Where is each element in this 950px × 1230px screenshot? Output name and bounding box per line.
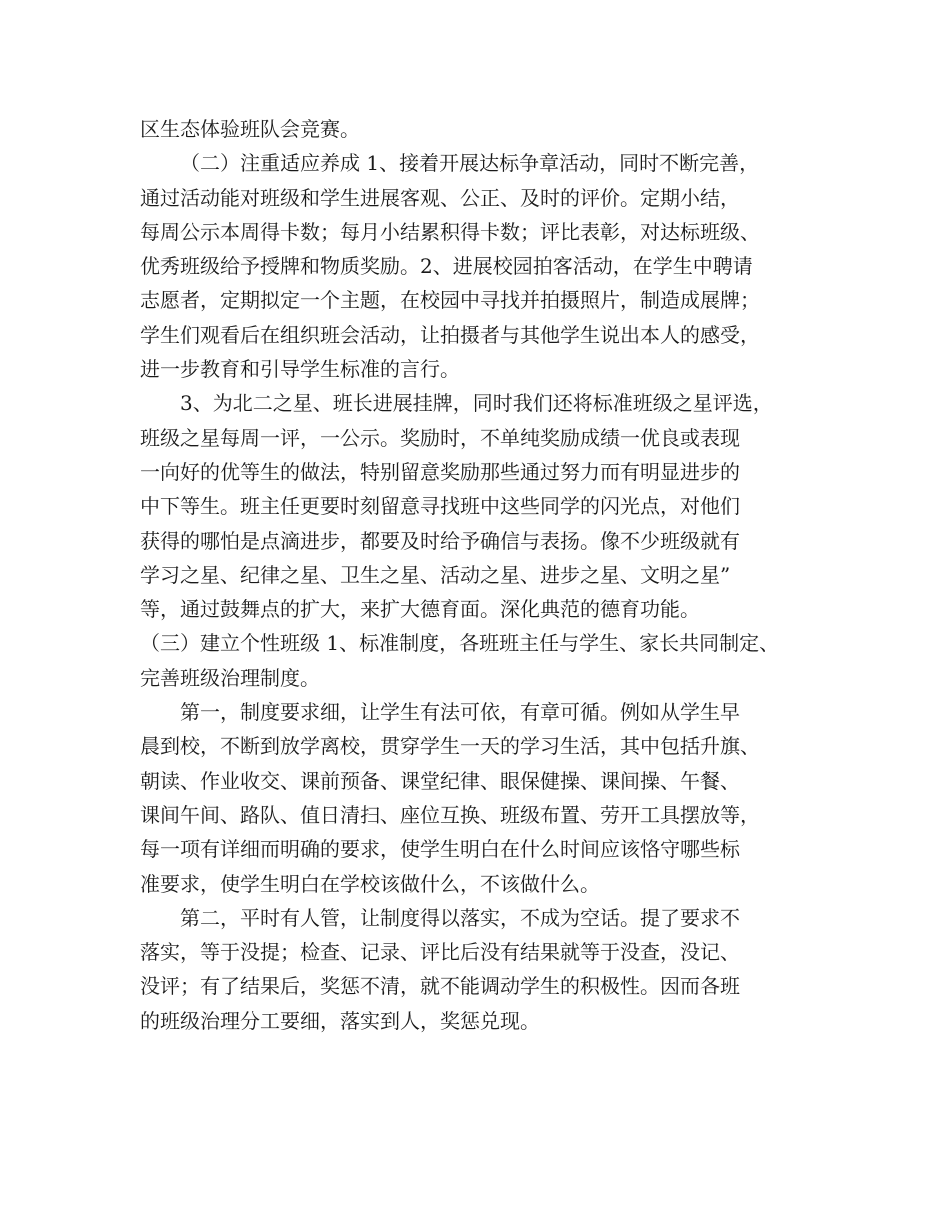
- text-line: 晨到校，不断到放学离校，贯穿学生一天的学习生活，其中包括升旗、: [140, 734, 760, 759]
- text-line: 一向好的优等生的做法，特别留意奖励那些通过努力而有明显进步的: [140, 459, 740, 484]
- text-line: 优秀班级给予授牌和物质奖励。2、进展校园拍客活动，在学生中聘请: [140, 254, 753, 279]
- text-line: 3、为北二之星、班长进展挂牌，同时我们还将标准班级之星评选，: [180, 391, 773, 416]
- text-line: 每一项有详细而明确的要求，使学生明白在什么时间应该恪守哪些标: [140, 837, 740, 862]
- text-line: 朝读、作业收交、课前预备、课堂纪律、眼保健操、课间操、午餐、: [140, 768, 740, 793]
- text-line: 班级之星每周一评，一公示。奖励时，不单纯奖励成绩一优良或表现: [140, 425, 740, 450]
- text-line: 的班级治理分工要细，落实到人，奖惩兑现。: [140, 1008, 540, 1033]
- text-line: 学生们观看后在组织班会活动，让拍摄者与其他学生说出本人的感受，: [140, 322, 760, 347]
- text-line: 获得的哪怕是点滴进步，都要及时给予确信与表扬。像不少班级就有: [140, 528, 740, 553]
- text-line: 通过活动能对班级和学生进展客观、公正、及时的评价。定期小结，: [140, 185, 740, 210]
- text-line: （二）注重适应养成 1、接着开展达标争章活动，同时不断完善，: [180, 151, 760, 176]
- text-line: 每周公示本周得卡数；每月小结累积得卡数；评比表彰，对达标班级、: [140, 219, 760, 244]
- text-line: 第一，制度要求细，让学生有法可依，有章可循。例如从学生早: [180, 700, 740, 725]
- text-line: 学习之星、纪律之星、卫生之星、活动之星、进步之星、文明之星”: [140, 562, 731, 587]
- text-line: 完善班级治理制度。: [140, 665, 320, 690]
- text-line: 志愿者，定期拟定一个主题，在校园中寻找并拍摄照片，制造成展牌；: [140, 288, 760, 313]
- document-body: [140, 112, 830, 1038]
- text-line: 第二，平时有人管，让制度得以落实，不成为空话。提了要求不: [180, 905, 740, 930]
- text-line: 课间午间、路队、值日清扫、座位互换、班级布置、劳开工具摆放等，: [140, 802, 760, 827]
- text-line: （三）建立个性班级 1、标准制度，各班班主任与学生、家长共同制定、: [140, 631, 780, 656]
- text-line: 等，通过鼓舞点的扩大，来扩大德育面。深化典范的德育功能。: [140, 597, 700, 622]
- text-line: 没评；有了结果后，奖惩不清，就不能调动学生的积极性。因而各班: [140, 974, 740, 999]
- text-line: 中下等生。班主任更要时刻留意寻找班中这些同学的闪光点，对他们: [140, 494, 740, 519]
- text-line: 准要求，使学生明白在学校该做什么，不该做什么。: [140, 871, 600, 896]
- text-line: 区生态体验班队会竞赛。: [140, 117, 360, 141]
- text-line: 落实，等于没提；检查、记录、评比后没有结果就等于没查，没记、: [140, 940, 740, 965]
- text-line: 进一步教育和引导学生标准的言行。: [140, 357, 460, 382]
